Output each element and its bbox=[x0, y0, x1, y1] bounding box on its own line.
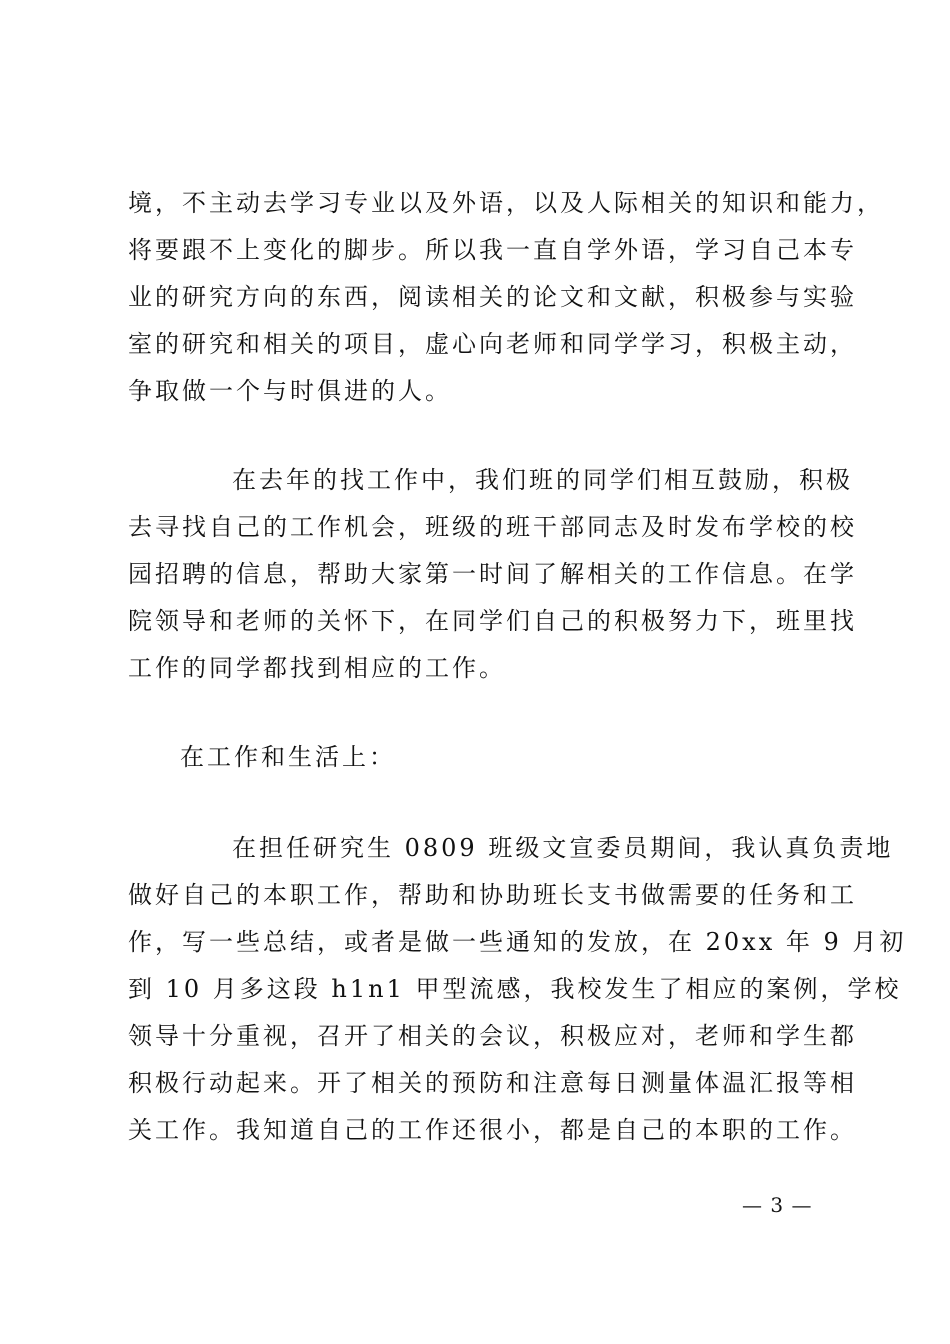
section-heading: 在工作和生活上： bbox=[180, 743, 396, 771]
paragraph-2-line-2: 去寻找自己的工作机会，班级的班干部同志及时发布学校的校 bbox=[128, 513, 857, 541]
paragraph-2-line-1: 在去年的找工作中，我们班的同学们相互鼓励，积极 bbox=[232, 466, 853, 494]
paragraph-3-line-7: 关工作。我知道自己的工作还很小，都是自己的本职的工作。 bbox=[128, 1116, 857, 1144]
paragraph-3-line-2: 做好自己的本职工作，帮助和协助班长支书做需要的任务和工 bbox=[128, 881, 857, 909]
paragraph-2-line-4: 院领导和老师的关怀下，在同学们自己的积极努力下，班里找 bbox=[128, 607, 857, 635]
paragraph-3-line-1: 在担任研究生 0809 班级文宣委员期间，我认真负责地 bbox=[232, 834, 894, 862]
paragraph-1-line-5: 争取做一个与时俱进的人。 bbox=[128, 377, 452, 405]
paragraph-1-line-2: 将要跟不上变化的脚步。所以我一直自学外语，学习自己本专 bbox=[128, 236, 857, 264]
paragraph-3-line-3: 作，写一些总结，或者是做一些通知的发放，在 20xx 年 9 月初 bbox=[128, 928, 907, 956]
paragraph-2-line-5: 工作的同学都找到相应的工作。 bbox=[128, 654, 506, 682]
page-number: — 3 — bbox=[742, 1193, 813, 1217]
paragraph-2-line-3: 园招聘的信息，帮助大家第一时间了解相关的工作信息。在学 bbox=[128, 560, 857, 588]
paragraph-3-line-6: 积极行动起来。开了相关的预防和注意每日测量体温汇报等相 bbox=[128, 1069, 857, 1097]
paragraph-3-line-5: 领导十分重视，召开了相关的会议，积极应对，老师和学生都 bbox=[128, 1022, 857, 1050]
paragraph-1-line-4: 室的研究和相关的项目，虚心向老师和同学学习，积极主动， bbox=[128, 330, 857, 358]
paragraph-3-line-4: 到 10 月多这段 h1n1 甲型流感，我校发生了相应的案例，学校 bbox=[128, 975, 902, 1003]
paragraph-1-line-3: 业的研究方向的东西，阅读相关的论文和文献，积极参与实验 bbox=[128, 283, 857, 311]
paragraph-1-line-1: 境，不主动去学习专业以及外语，以及人际相关的知识和能力， bbox=[128, 189, 884, 217]
